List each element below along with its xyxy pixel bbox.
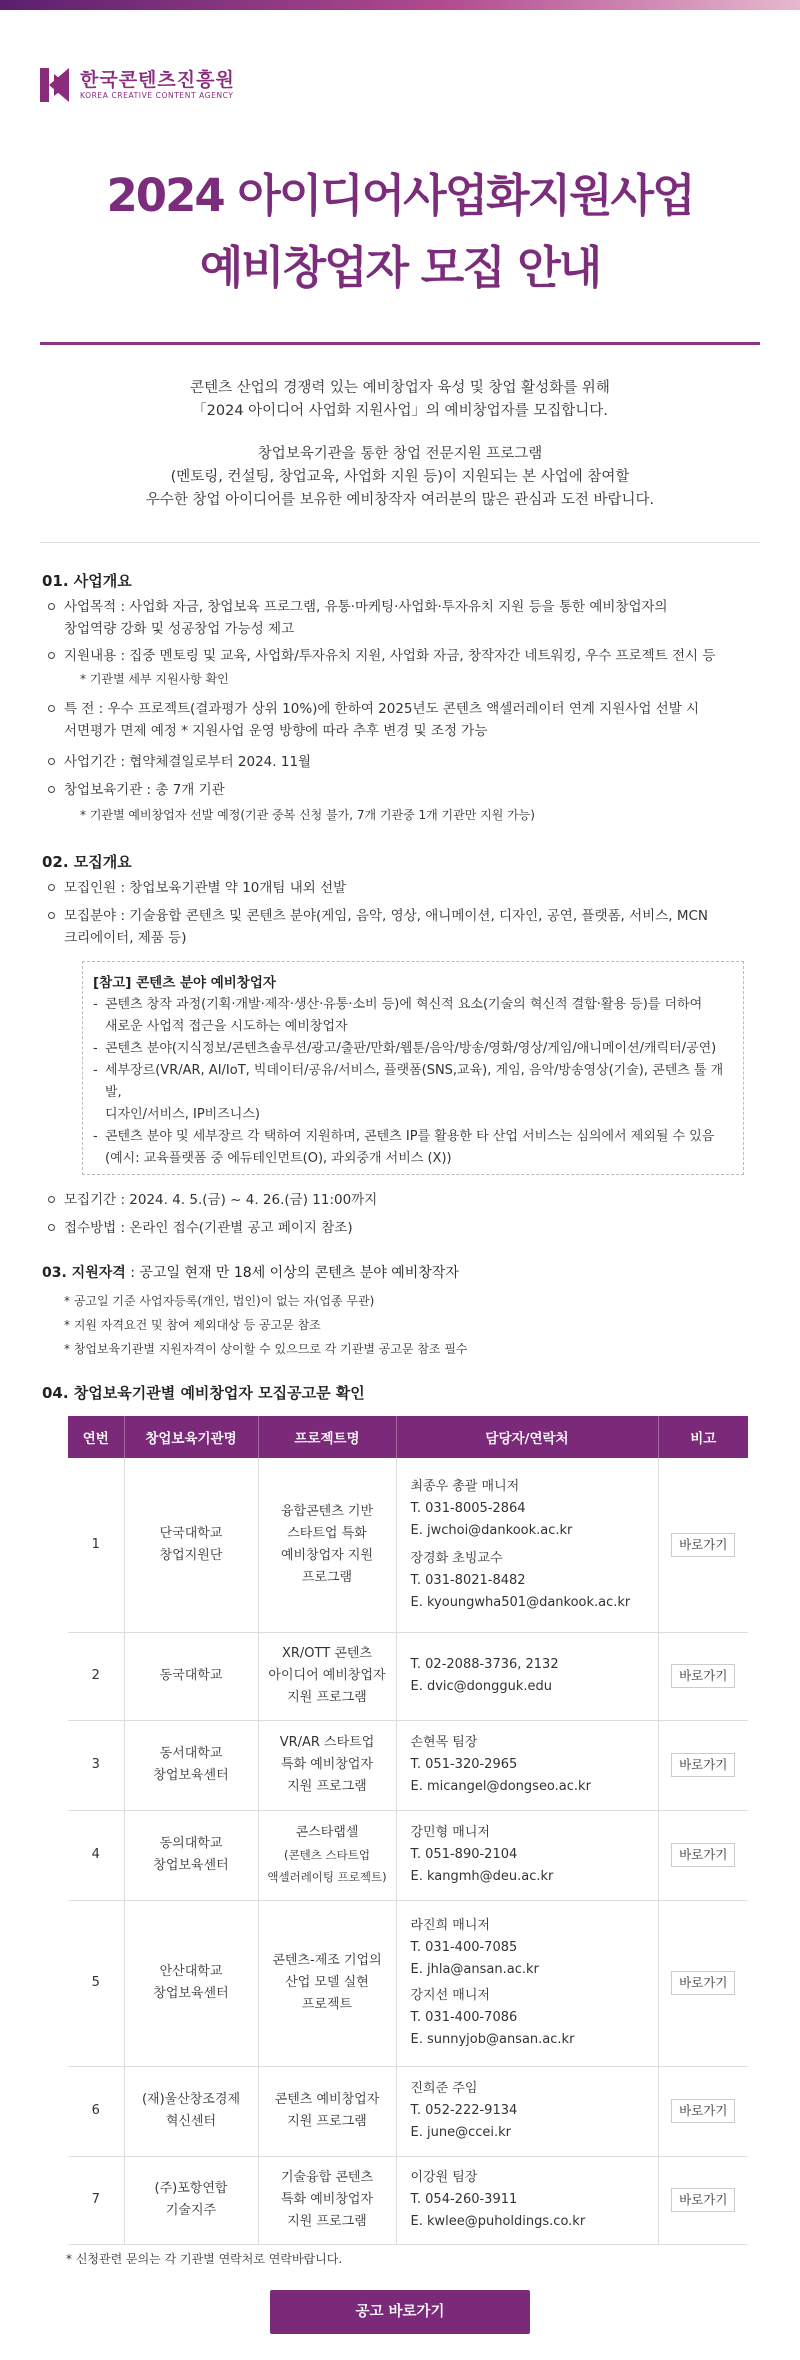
table-row	[68, 1720, 748, 1810]
table-row	[68, 2066, 748, 2156]
row-number: 4	[68, 1810, 124, 1900]
go-link-button[interactable]: 바로가기	[671, 1753, 735, 1777]
project-name: VR/AR 스타트업 특화 예비창업자 지원 프로그램	[258, 1720, 396, 1810]
project-name: 콘텐츠 예비창업자 지원 프로그램	[258, 2066, 396, 2156]
row-link	[658, 1900, 748, 2066]
row-link	[658, 1720, 748, 1810]
overview-benefit: 특 전 : 우수 프로젝트(결과평가 상위 10%)에 한하여 2025년도 콘텐츠 액셀러레이터 연계 지원사업 선발 시 서면평가 면제 예정 * 지원사업 운영 방향에 따라 추후 변경 및 조정 가능	[64, 698, 754, 742]
project-name: 기술융합 콘텐츠 특화 예비창업자 지원 프로그램	[258, 2156, 396, 2244]
reference-item: - 콘텐츠 창작 과정(기획·개발·제작·생산·유통·소비 등)에 혁신적 요소(기술의 혁신적 결합·활용 등)를 더하여 새로운 사업적 접근을 시도하는 예비창업자	[93, 994, 733, 1038]
project-name: 융합콘텐츠 기반 스타트업 특화 예비창업자 지원 프로그램	[258, 1458, 396, 1632]
contact-info: 진희준 주임 T. 052-222-9134 E. june@ccei.kr	[396, 2066, 658, 2156]
project-name: XR/OTT 콘텐츠 아이디어 예비창업자 지원 프로그램	[258, 1632, 396, 1720]
row-number: 5	[68, 1900, 124, 2066]
recruit-field: 모집분야 : 기술융합 콘텐츠 및 콘텐츠 분야(게임, 음악, 영상, 애니메이션, 디자인, 공연, 플랫폼, 서비스, MCN 크리에이터, 제품 등)	[64, 905, 754, 949]
row-link	[658, 1810, 748, 1900]
inquiry-note: * 신청관련 문의는 각 기관별 연락처로 연락바랍니다.	[66, 2252, 343, 2266]
agency-table	[68, 1416, 748, 2245]
section-heading-overview: 01. 사업개요	[42, 572, 132, 590]
page-title	[0, 160, 800, 304]
section-heading-eligibility: 03. 지원자격 : 공고일 현재 만 18세 이상의 콘텐츠 분야 예비창작자	[42, 1265, 459, 1281]
logo-english: KOREA CREATIVE CONTENT AGENCY	[80, 91, 234, 100]
title-line-1: 2024 아이디어사업화지원사업	[106, 169, 694, 222]
intro-line: 콘텐츠 산업의 경쟁력 있는 예비창업자 육성 및 창업 활성화를 위해	[190, 380, 610, 396]
reference-title: [참고] 콘텐츠 분야 예비창업자	[93, 975, 276, 991]
row-number: 3	[68, 1720, 124, 1810]
notice-link-button[interactable]: 공고 바로가기	[270, 2290, 530, 2334]
intro-line: (멘토링, 컨설팅, 창업교육, 사업화 지원 등)이 지원되는 본 사업에 참여할	[170, 469, 630, 485]
eligibility-note: * 공고일 기준 사업자등록(개인, 법인)이 없는 자(업종 무관)	[64, 1294, 375, 1308]
overview-support-note: * 기관별 세부 지원사항 확인	[80, 672, 229, 686]
contact-info: 이강원 팀장 T. 054-260-3911 E. kwlee@puholdings.co.kr	[396, 2156, 658, 2244]
row-link	[658, 2066, 748, 2156]
overview-agencies-note: * 기관별 예비창업자 선발 예정(기관 중복 신청 불가, 7개 기관중 1개 기관만 지원 가능)	[80, 808, 535, 822]
contact-info: T. 02-2088-3736, 2132 E. dvic@dongguk.edu	[396, 1632, 658, 1720]
row-link	[658, 2156, 748, 2244]
table-row	[68, 2156, 748, 2244]
reference-item: - 세부장르(VR/AR, AI/IoT, 빅데이터/공유/서비스, 플랫폼(SNS,교육), 게임, 음악/방송영상(기술), 콘텐츠 툴 개발, 디자인/서비스, IP비즈니스)	[93, 1060, 733, 1126]
eligibility-note: * 창업보육기관별 지원자격이 상이할 수 있으므로 각 기관별 공고문 참조 필수	[64, 1342, 468, 1356]
intro-line: 우수한 창업 아이디어를 보유한 예비창작자 여러분의 많은 관심과 도전 바랍니다.	[145, 492, 655, 508]
section-divider	[40, 542, 760, 543]
logo-k-icon	[40, 68, 70, 102]
table-row	[68, 1900, 748, 2066]
eligibility-note: * 지원 자격요건 및 참여 제외대상 등 공고문 참조	[64, 1318, 321, 1332]
section-heading-agencies: 04. 창업보육기관별 예비창업자 모집공고문 확인	[42, 1384, 365, 1402]
go-link-button[interactable]: 바로가기	[671, 2099, 735, 2123]
table-row	[68, 1810, 748, 1900]
contact-info: 강민형 매니저 T. 051-890-2104 E. kangmh@deu.ac.kr	[396, 1810, 658, 1900]
table-row	[68, 1632, 748, 1720]
title-divider	[40, 342, 760, 345]
intro-line: 「2024 아이디어 사업화 지원사업」의 예비창업자를 모집합니다.	[192, 403, 608, 419]
row-number: 7	[68, 2156, 124, 2244]
top-accent-bar	[0, 0, 800, 10]
go-link-button[interactable]: 바로가기	[671, 1971, 735, 1995]
agency-name: 동의대학교 창업보육센터	[124, 1810, 258, 1900]
overview-purpose: 사업목적 : 사업화 자금, 창업보육 프로그램, 유통·마케팅·사업화·투자유치 지원 등을 통한 예비창업자의 창업역량 강화 및 성공창업 가능성 제고	[64, 596, 754, 640]
col-header: 담당자/연락처	[396, 1416, 658, 1458]
project-name: 콘텐츠-제조 기업의 산업 모델 실현 프로젝트	[258, 1900, 396, 2066]
agency-name: 안산대학교 창업보육센터	[124, 1900, 258, 2066]
reference-box	[82, 961, 744, 1175]
table-row	[68, 1458, 748, 1632]
row-number: 1	[68, 1458, 124, 1632]
recruit-count: 모집인원 : 창업보육기관별 약 10개팀 내외 선발	[64, 877, 754, 899]
reference-item: - 콘텐츠 분야(지식정보/콘텐츠솔루션/광고/출판/만화/웹툰/음악/방송/영화/영상/게임/애니메이션/캐릭터/공연)	[93, 1038, 733, 1060]
row-link	[658, 1458, 748, 1632]
recruit-period: 모집기간 : 2024. 4. 5.(금) ~ 4. 26.(금) 11:00까지	[64, 1189, 754, 1211]
go-link-button[interactable]: 바로가기	[671, 1664, 735, 1688]
contact-info: 최종우 총괄 매니저 T. 031-8005-2864 E. jwchoi@dankook.ac.kr 장경화 초빙교수 T. 031-8021-8482 E. kyoungwha501@dankook.ac.kr	[396, 1458, 658, 1632]
col-header: 프로젝트명	[258, 1416, 396, 1458]
recruit-method: 접수방법 : 온라인 접수(기관별 공고 페이지 참조)	[64, 1217, 754, 1239]
row-number: 2	[68, 1632, 124, 1720]
intro-line: 창업보육기관을 통한 창업 전문지원 프로그램	[257, 446, 543, 462]
go-link-button[interactable]: 바로가기	[671, 2188, 735, 2212]
project-name: 콘스타랩셀 (콘텐츠 스타트업 액셀러레이팅 프로젝트)	[258, 1810, 396, 1900]
section-heading-recruit: 02. 모집개요	[42, 853, 132, 871]
agency-name: 동서대학교 창업보육센터	[124, 1720, 258, 1810]
contact-info: 손현목 팀장 T. 051-320-2965 E. micangel@dongseo.ac.kr	[396, 1720, 658, 1810]
table-header-row	[68, 1416, 748, 1458]
reference-item: - 콘텐츠 분야 및 세부장르 각 택하여 지원하며, 콘텐츠 IP를 활용한 타 산업 서비스는 심의에서 제외될 수 있음 (예시: 교육플랫폼 중 에듀테인먼트(O), 과외중개 서비스 (X))	[93, 1126, 733, 1170]
agency-name: (재)울산창조경제 혁신센터	[124, 2066, 258, 2156]
overview-agencies: 창업보육기관 : 총 7개 기관	[64, 779, 754, 801]
go-link-button[interactable]: 바로가기	[671, 1843, 735, 1867]
col-header: 창업보육기관명	[124, 1416, 258, 1458]
col-header: 비고	[658, 1416, 748, 1458]
agency-name: (주)포항연합 기술지주	[124, 2156, 258, 2244]
contact-info: 라진희 매니저 T. 031-400-7085 E. jhla@ansan.ac.kr 강지선 매니저 T. 031-400-7086 E. sunnyjob@ansan.ac.kr	[396, 1900, 658, 2066]
overview-period: 사업기간 : 협약체결일로부터 2024. 11월	[64, 751, 754, 773]
go-link-button[interactable]: 바로가기	[671, 1533, 735, 1557]
intro-text	[40, 377, 760, 512]
col-header: 연번	[68, 1416, 124, 1458]
logo-name: 한국콘텐츠진흥원	[80, 69, 235, 91]
overview-support: 지원내용 : 집중 멘토링 및 교육, 사업화/투자유치 지원, 사업화 자금, 창작자간 네트워킹, 우수 프로젝트 전시 등	[64, 645, 754, 667]
agency-name: 동국대학교	[124, 1632, 258, 1720]
row-number: 6	[68, 2066, 124, 2156]
agency-name: 단국대학교 창업지원단	[124, 1458, 258, 1632]
row-link	[658, 1632, 748, 1720]
title-line-2: 예비창업자 모집 안내	[199, 241, 601, 294]
kocca-logo[interactable]	[40, 68, 235, 102]
